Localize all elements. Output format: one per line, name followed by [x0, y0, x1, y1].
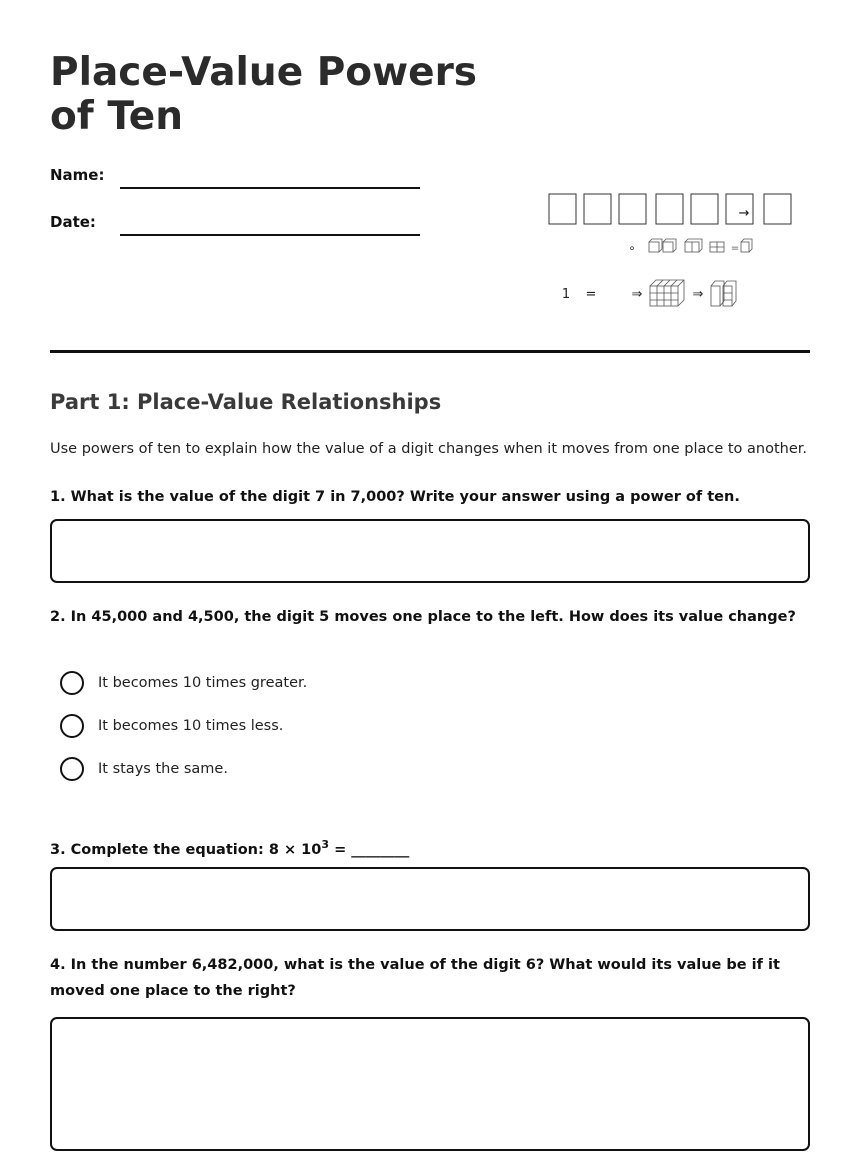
- option-label: It becomes 10 times less.: [98, 718, 284, 734]
- tens-rod-icon: [711, 281, 736, 306]
- place-box: [691, 194, 718, 224]
- place-box: [549, 194, 576, 224]
- radio-button[interactable]: [60, 757, 84, 781]
- instructions-text: Use powers of ten to explain how the value of a digit changes when it moves from one place to another.: [50, 441, 808, 457]
- bullet-icon: ∘: [628, 241, 636, 255]
- question-3-suffix: = ________: [329, 841, 410, 858]
- question-3: [50, 832, 820, 863]
- equals-label: =: [585, 287, 597, 302]
- name-label: Name:: [50, 166, 105, 184]
- place-box: [656, 194, 683, 224]
- one-label: 1: [561, 287, 571, 302]
- date-input-line[interactable]: [120, 234, 420, 236]
- worksheet-title: Place-Value Powers of Ten: [50, 50, 478, 139]
- answer-box-4[interactable]: [50, 1017, 810, 1151]
- section-heading: Part 1: Place-Value Relationships: [50, 390, 442, 414]
- question-2: 2. In 45,000 and 4,500, the digit 5 moves one place to the left. How does its value change?: [50, 609, 796, 625]
- answer-box-1[interactable]: [50, 519, 810, 583]
- option-label: It stays the same.: [98, 761, 228, 777]
- option-label: It becomes 10 times greater.: [98, 675, 308, 691]
- double-arrow-icon: ⇒: [692, 287, 704, 302]
- exponent: 3: [321, 838, 330, 851]
- hundreds-flat-icon: [650, 280, 684, 306]
- radio-button[interactable]: [60, 714, 84, 738]
- radio-button[interactable]: [60, 671, 84, 695]
- place-box: [764, 194, 791, 224]
- date-label: Date:: [50, 213, 96, 231]
- place-value-boxes: [549, 194, 791, 224]
- question-3-prefix: 3. Complete the equation: 8 × 10: [50, 841, 322, 858]
- question-4: 4. In the number 6,482,000, what is the value of the digit 6? What would its value be if it moved one place to the right?: [50, 957, 780, 999]
- option-2[interactable]: [60, 713, 283, 739]
- question-1: 1. What is the value of the digit 7 in 7,000? Write your answer using a power of ten.: [50, 489, 740, 505]
- section-divider: [50, 350, 810, 353]
- option-1[interactable]: [60, 670, 307, 696]
- name-input-line[interactable]: [120, 187, 420, 189]
- arrow-right-icon: →: [738, 206, 750, 221]
- place-value-diagram: [540, 186, 800, 316]
- equals-sign: =: [730, 243, 740, 254]
- answer-box-3[interactable]: [50, 867, 810, 931]
- unit-cubes-row: [649, 239, 752, 254]
- place-box: [619, 194, 646, 224]
- double-arrow-icon: ⇒: [631, 287, 643, 302]
- option-3[interactable]: [60, 756, 228, 782]
- place-box: [584, 194, 611, 224]
